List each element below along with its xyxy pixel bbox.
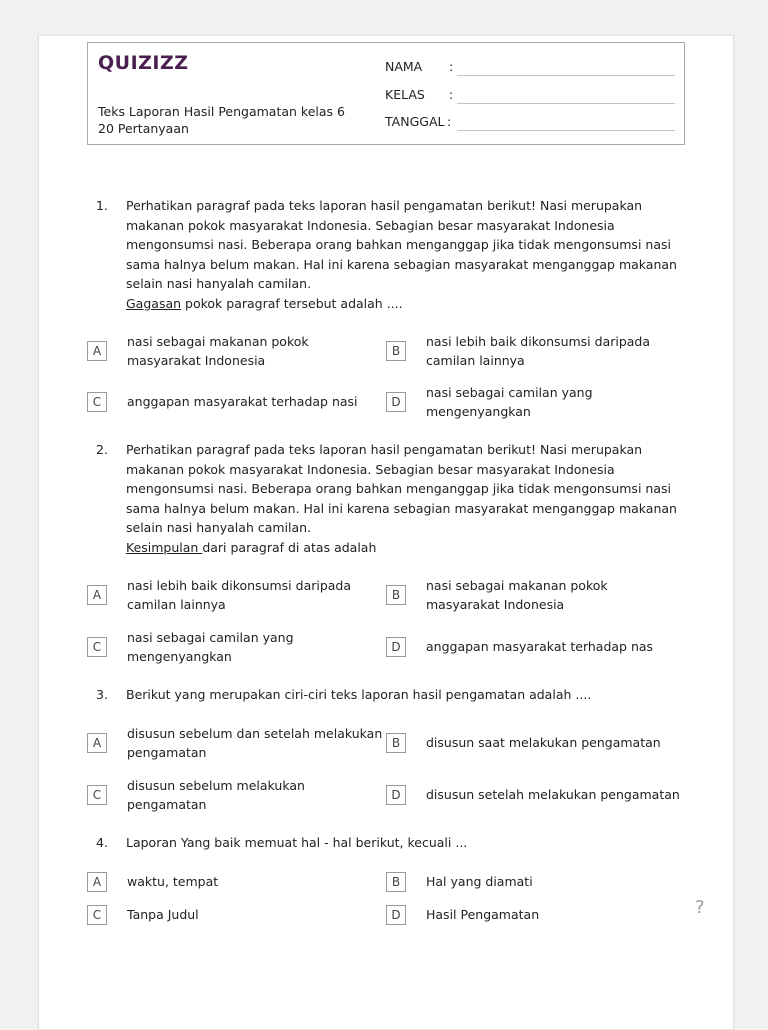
option-letter-box: D	[386, 905, 406, 925]
option-text: nasi sebagai makanan pokok masyarakat Indonesia	[127, 333, 309, 368]
question-number: 2.	[96, 442, 108, 457]
question-text	[126, 440, 678, 557]
field-label: KELAS	[385, 86, 425, 102]
worksheet-page	[38, 35, 734, 1030]
field-label: TANGGAL	[385, 114, 445, 129]
field-colon: :	[449, 86, 454, 102]
option-text: anggapan masyarakat terhadap nasi	[127, 394, 358, 410]
field-kelas	[385, 85, 675, 113]
question-number: 4.	[96, 835, 108, 850]
quizizz-logo: QUIZIZZ	[98, 52, 189, 74]
field-colon: :	[447, 114, 452, 129]
option-letter-box: B	[386, 872, 406, 892]
option-letter-box: C	[87, 392, 107, 412]
option-letter-box: D	[386, 392, 406, 412]
option-d[interactable]	[386, 775, 686, 815]
option-a[interactable]	[87, 575, 387, 615]
nama-blank-line[interactable]	[457, 75, 675, 76]
question-text: Laporan Yang baik memuat hal - hal berikut, kecuali ...	[126, 835, 468, 850]
question-4	[96, 833, 686, 855]
option-letter-box: D	[386, 637, 406, 657]
option-text: Hal yang diamati	[426, 874, 533, 890]
option-b[interactable]	[386, 575, 686, 615]
option-text: nasi sebagai makanan pokok masyarakat Indonesia	[426, 577, 608, 612]
option-text: nasi sebagai camilan yang mengenyangkan	[127, 629, 294, 664]
option-letter-box: C	[87, 785, 107, 805]
quiz-title-block	[98, 103, 345, 137]
option-text: nasi lebih baik dikonsumsi daripada camilan lainnya	[426, 333, 651, 368]
option-letter-box: A	[87, 733, 107, 753]
student-fields	[385, 57, 675, 140]
help-icon[interactable]: ?	[695, 897, 705, 918]
worksheet-header	[87, 42, 685, 145]
option-letter-box: C	[87, 905, 107, 925]
kelas-blank-line[interactable]	[457, 103, 675, 104]
field-colon: :	[449, 59, 454, 74]
option-text: disusun sebelum dan setelah melakukan pengamatan	[127, 725, 383, 760]
question-number: 1.	[96, 198, 108, 213]
question-keyword: Gagasan	[126, 295, 182, 311]
question-3	[96, 685, 686, 707]
option-d[interactable]	[386, 627, 686, 667]
option-letter-box: A	[87, 341, 107, 361]
question-count: 20 Pertanyaan	[98, 121, 189, 136]
question-text	[126, 196, 678, 313]
question-keyword: Kesimpulan	[126, 539, 203, 555]
question-2	[96, 440, 686, 560]
option-c[interactable]	[87, 775, 387, 815]
option-text: Tanpa Judul	[127, 907, 199, 923]
option-c[interactable]	[87, 627, 387, 667]
option-text: disusun sebelum melakukan pengamatan	[127, 777, 305, 812]
option-text: Hasil Pengamatan	[426, 907, 540, 923]
question-number: 3.	[96, 687, 108, 702]
option-d[interactable]	[386, 382, 686, 422]
question-1	[96, 196, 686, 316]
question-text: Berikut yang merupakan ciri-ciri teks laporan hasil pengamatan adalah ....	[126, 687, 592, 702]
question-prompt: pokok paragraf tersebut adalah ....	[181, 295, 403, 311]
option-text: nasi lebih baik dikonsumsi daripada camilan lainnya	[127, 577, 352, 612]
option-letter-box: C	[87, 637, 107, 657]
option-letter-box: B	[386, 733, 406, 753]
option-d[interactable]	[386, 895, 686, 935]
field-tanggal	[385, 112, 675, 140]
question-body: Perhatikan paragraf pada teks laporan hasil pengamatan berikut! Nasi merupakan makanan pokok masyarakat Indonesia. Sebagian besar masyarakat Indonesia mengonsumsi nasi. Beberapa orang bahkan menganggap jika tidak mengonsumsi nasi sama halnya belum makan. Hal ini karena sebagian masyarakat menganggap makanan selain nasi hanyalah camilan.	[126, 442, 677, 535]
option-a[interactable]	[87, 723, 387, 763]
field-label: NAMA	[385, 59, 423, 74]
quiz-title: Teks Laporan Hasil Pengamatan kelas 6	[98, 104, 345, 119]
option-b[interactable]	[386, 331, 686, 371]
field-nama	[385, 57, 675, 85]
question-prompt: dari paragraf di atas adalah	[202, 539, 377, 555]
option-text: waktu, tempat	[127, 874, 219, 890]
option-letter-box: D	[386, 785, 406, 805]
option-letter-box: B	[386, 341, 406, 361]
option-c[interactable]	[87, 382, 387, 422]
option-text: disusun setelah melakukan pengamatan	[426, 787, 680, 803]
option-letter-box: A	[87, 585, 107, 605]
option-text: anggapan masyarakat terhadap nas	[426, 639, 654, 655]
option-text: disusun saat melakukan pengamatan	[426, 735, 661, 751]
option-letter-box: B	[386, 585, 406, 605]
option-a[interactable]	[87, 331, 387, 371]
option-c[interactable]	[87, 895, 387, 935]
tanggal-blank-line[interactable]	[457, 130, 675, 131]
option-text: nasi sebagai camilan yang mengenyangkan	[426, 384, 593, 419]
option-b[interactable]	[386, 723, 686, 763]
option-letter-box: A	[87, 872, 107, 892]
question-body: Perhatikan paragraf pada teks laporan hasil pengamatan berikut! Nasi merupakan makanan pokok masyarakat Indonesia. Sebagian besar masyarakat Indonesia mengonsumsi nasi. Beberapa orang bahkan menganggap jika tidak mengonsumsi nasi sama halnya belum makan. Hal ini karena sebagian masyarakat menganggap makanan selain nasi hanyalah camilan.	[126, 198, 677, 291]
